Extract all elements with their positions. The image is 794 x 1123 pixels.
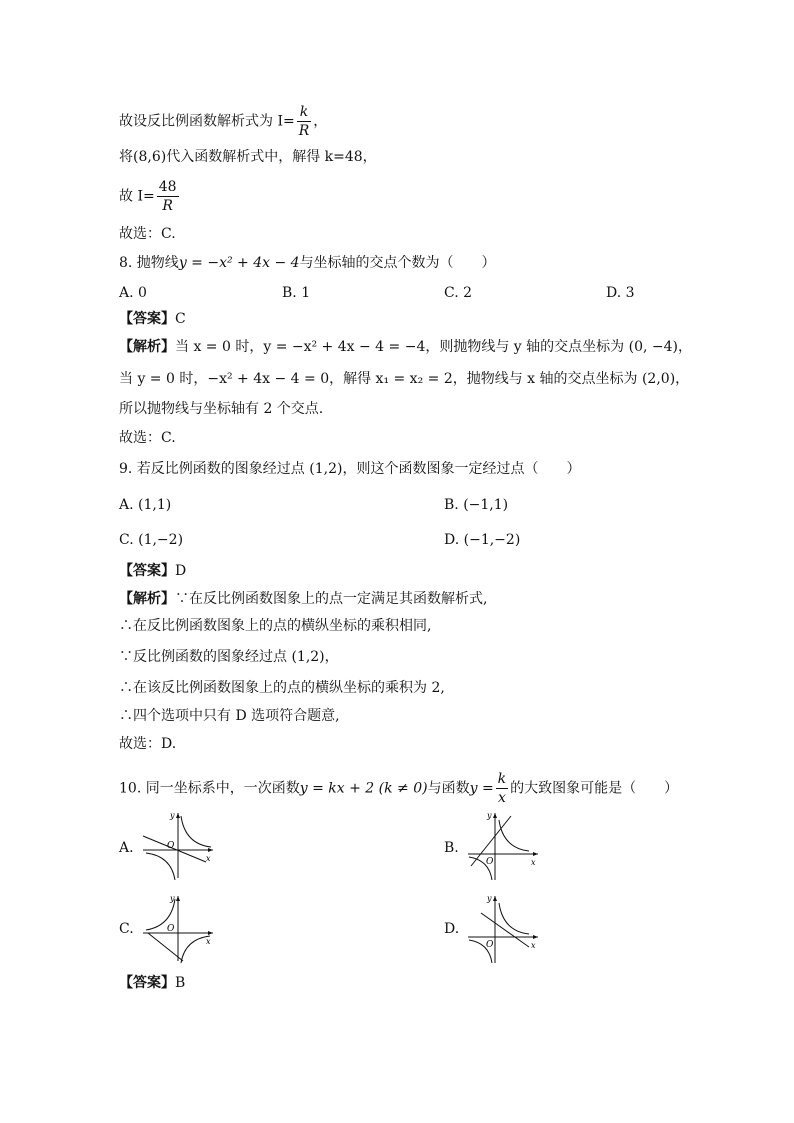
graph-c xyxy=(138,893,218,965)
question-10-stem: 10. 同一坐标系中，一次函数y = kx + 2 (k ≠ 0)与函数y = $\frac{k}{x}$ 的大致图象可能是（ ） xyxy=(119,771,679,806)
option-b: B. (−1,1) xyxy=(444,497,509,513)
origin-label: O xyxy=(486,857,494,867)
analysis-line: 所以抛物线与坐标轴有 2 个交点. xyxy=(119,401,324,417)
option-b: B. 1 xyxy=(282,285,311,301)
text-line: 故设反比例函数解析式为 I= $\frac{k}{R}$ ， xyxy=(119,104,328,139)
x-axis-arrow xyxy=(533,935,538,939)
fraction: $\frac{48}{R}$ xyxy=(158,179,177,214)
origin-label: O xyxy=(167,924,175,934)
x-axis-arrow xyxy=(208,931,213,935)
y-axis-arrow xyxy=(176,813,180,818)
graph-d xyxy=(463,893,543,965)
option-a: A. xyxy=(119,840,134,856)
option-a: A. (1,1) xyxy=(119,497,172,513)
analysis-line: 【解析】当 x = 0 时，y = −x² + 4x − 4 = −4，则抛物线与 y 轴的交点坐标为 (0, −4)， xyxy=(119,339,692,355)
fraction: $\frac{k}{R}$ xyxy=(298,104,310,139)
analysis-line: 故选：D. xyxy=(119,736,177,752)
answer-line: 【答案】D xyxy=(119,563,187,579)
question-9-stem: 9. 若反比例函数的图象经过点 (1,2)，则这个函数图象一定经过点（ ） xyxy=(119,461,581,477)
analysis-line: 当 y = 0 时，−x² + 4x − 4 = 0，解得 x₁ = x₂ = 2，抛物线与 x 轴的交点坐标为 (2,0)， xyxy=(119,371,690,387)
option-d: D. xyxy=(444,921,460,937)
answer-line: 【答案】B xyxy=(119,975,186,991)
axis-y-label: y xyxy=(487,894,492,903)
option-d: D. (−1,−2) xyxy=(444,532,521,548)
text-line: 故选：C. xyxy=(119,226,176,242)
graph-a xyxy=(138,810,218,882)
y-axis-arrow xyxy=(493,813,497,818)
option-a: A. 0 xyxy=(119,285,147,301)
option-b: B. xyxy=(444,840,459,856)
origin-label: O xyxy=(167,841,175,851)
option-c: C. xyxy=(119,921,134,937)
line-graph xyxy=(143,836,206,862)
option-d: D. 3 xyxy=(606,285,635,301)
analysis-line: 【解析】∵在反比例函数图象上的点一定满足其函数解析式, xyxy=(119,591,488,607)
axis-y-label: y xyxy=(170,811,175,820)
hyperbola-branch xyxy=(181,816,211,847)
text-line: 将(8,6)代入函数解析式中，解得 k=48， xyxy=(119,149,377,165)
graph-b xyxy=(463,810,543,882)
fraction: $\frac{k}{x}$ xyxy=(497,771,507,806)
x-axis-arrow xyxy=(533,852,538,856)
hyperbola-branch xyxy=(146,853,175,880)
analysis-line: 故选：C. xyxy=(119,430,176,446)
x-axis-arrow xyxy=(208,848,213,852)
analysis-line: ∵反比例函数的图象经过点 (1,2)， xyxy=(119,649,339,665)
axis-y-label: y xyxy=(487,811,492,820)
axis-x-label: x xyxy=(206,937,211,946)
answer-line: 【答案】C xyxy=(119,311,186,327)
text-line: 故 I= $\frac{48}{R}$ xyxy=(119,179,177,214)
question-8-stem: 8. 抛物线y = −x² + 4x − 4与坐标轴的交点个数为（ ） xyxy=(119,255,496,271)
analysis-line: ∴在反比例函数图象上的点的横纵坐标的乘积相同, xyxy=(119,618,432,634)
axis-x-label: x xyxy=(531,858,536,867)
analysis-line: ∴在该反比例函数图象上的点的横纵坐标的乘积为 2, xyxy=(119,680,445,696)
axis-x-label: x xyxy=(206,854,211,863)
y-axis-arrow xyxy=(176,896,180,901)
analysis-line: ∴四个选项中只有 D 选项符合题意, xyxy=(119,708,340,724)
axis-x-label: x xyxy=(531,941,536,950)
y-axis-arrow xyxy=(493,896,497,901)
origin-label: O xyxy=(486,940,494,950)
option-c: C. 2 xyxy=(444,285,473,301)
option-c: C. (1,−2) xyxy=(119,532,184,548)
axis-y-label: y xyxy=(170,894,175,903)
